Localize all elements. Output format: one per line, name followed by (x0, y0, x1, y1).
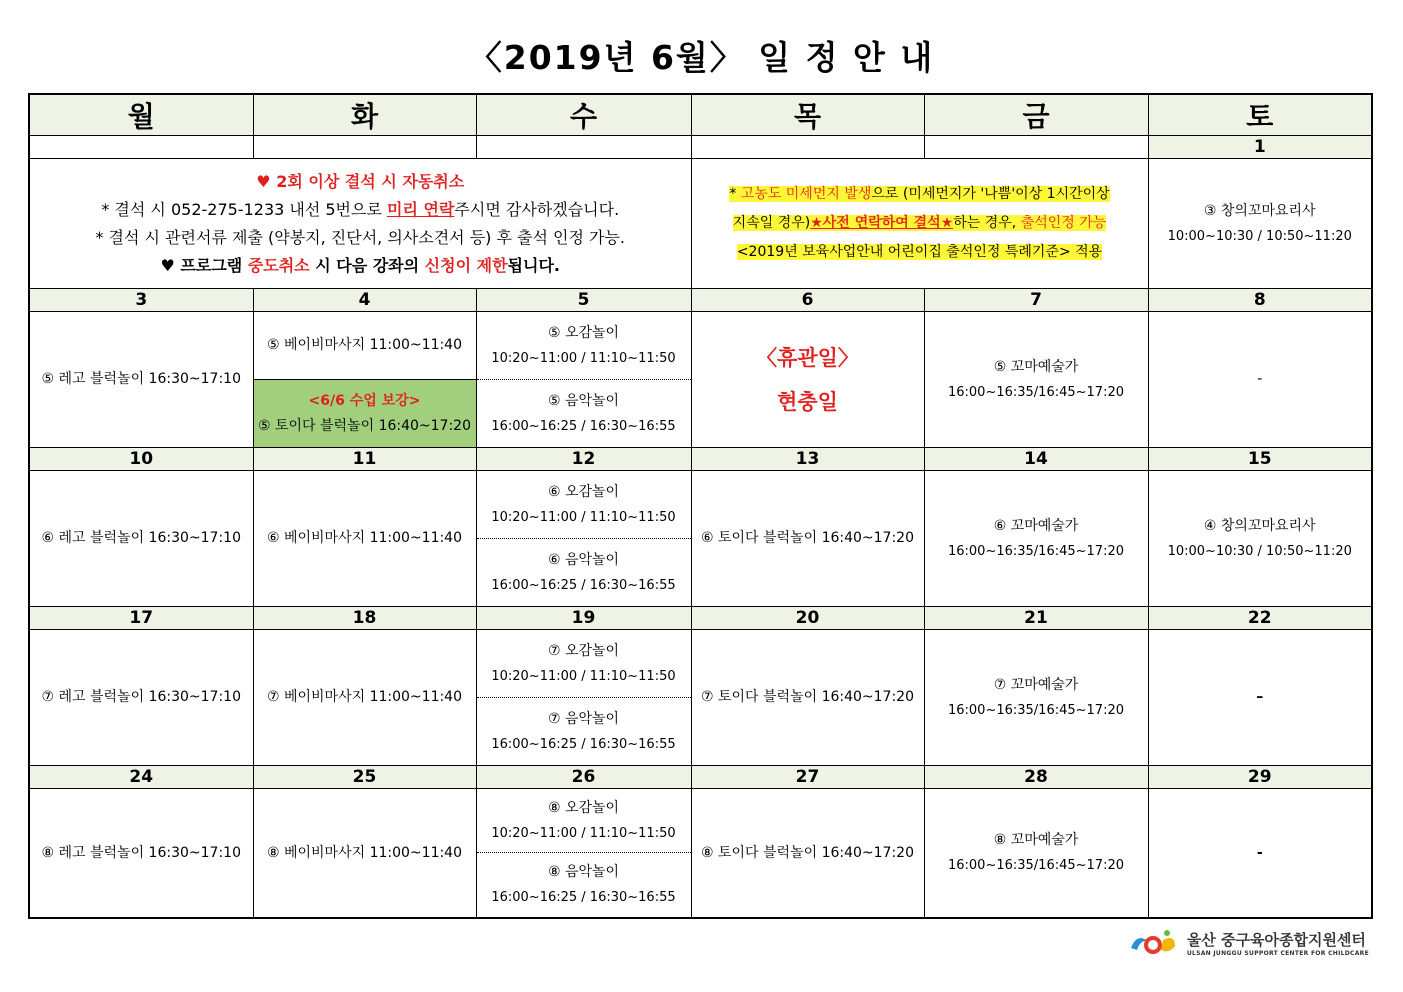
date-row: 10 11 12 13 14 15 (29, 448, 1372, 471)
schedule-cell: ⑦ 레고 블럭놀이 16:30~17:10 (29, 630, 253, 766)
org-logo (1127, 928, 1369, 958)
schedule-cell: ⑤ 베이비마사지 11:00~11:40 <6/6 수업 보강> ⑤ 토이다 블럭놀이 16:40~17:20 (253, 312, 476, 448)
weekday-fri: 금 (924, 94, 1148, 136)
page-title: 〈2019년 6월〉 일 정 안 내 (468, 38, 935, 77)
notice-line: * 고농도 미세먼지 발생으로 (미세먼지가 '나쁨'이상 1시간이상 (729, 186, 1110, 202)
schedule-cell: - (1148, 312, 1372, 448)
date-row (29, 136, 1372, 159)
schedule-cell: - (1148, 789, 1372, 919)
weekday-wed: 수 (476, 94, 691, 136)
schedule-cell: ③ 창의꼬마요리사 10:00~10:30 / 10:50~11:20 (1148, 159, 1372, 289)
schedule-cell: ⑦ 베이비마사지 11:00~11:40 (253, 630, 476, 766)
schedule-cell: ⑥ 레고 블럭놀이 16:30~17:10 (29, 471, 253, 607)
org-logo-icon (1127, 928, 1179, 958)
week-row (29, 312, 1372, 448)
week-row (29, 159, 1372, 289)
dust-notice (691, 159, 1148, 289)
notice-line: * 결석 시 052-275-1233 내선 5번으로 미리 연락주시면 감사하겠습니다. (101, 199, 620, 219)
notice-emphasis: 미리 연락 (387, 199, 455, 219)
date-row: 24 25 26 27 28 29 (29, 766, 1372, 789)
makeup-class: <6/6 수업 보강> ⑤ 토이다 블럭놀이 16:40~17:20 (254, 380, 476, 447)
date-row: 3 4 5 6 7 8 (29, 289, 1372, 312)
schedule-cell: ⑥ 베이비마사지 11:00~11:40 (253, 471, 476, 607)
date-cell: 1 (1148, 136, 1372, 159)
schedule-cell: ⑦ 꼬마예술가 16:00~16:35/16:45~17:20 (924, 630, 1148, 766)
schedule-cell: ⑧ 토이다 블럭놀이 16:40~17:20 (691, 789, 924, 919)
holiday-cell: 〈휴관일〉 현충일 (691, 312, 924, 448)
weekday-thu: 목 (691, 94, 924, 136)
week-row (29, 471, 1372, 607)
weekday-sat: 토 (1148, 94, 1372, 136)
notice-line: * 결석 시 관련서류 제출 (약봉지, 진단서, 의사소견서 등) 후 출석 인정 가능. (95, 227, 626, 247)
schedule-cell: ④ 창의꼬마요리사 10:00~10:30 / 10:50~11:20 (1148, 471, 1372, 607)
schedule-cell: ⑧ 베이비마사지 11:00~11:40 (253, 789, 476, 919)
schedule-cell: ⑤ 꼬마예술가 16:00~16:35/16:45~17:20 (924, 312, 1148, 448)
schedule-cell: ⑤ 오감놀이 10:20~11:00 / 11:10~11:50 ⑤ 음악놀이 16:00~16:25 / 16:30~16:55 (476, 312, 691, 448)
schedule-cell: ⑤ 레고 블럭놀이 16:30~17:10 (29, 312, 253, 448)
org-name: 울산 중구육아종합지원센터 (1186, 931, 1366, 949)
schedule-cell: ⑥ 오감놀이 10:20~11:00 / 11:10~11:50 ⑥ 음악놀이 16:00~16:25 / 16:30~16:55 (476, 471, 691, 607)
schedule-cell: ⑧ 오감놀이 10:20~11:00 / 11:10~11:50 ⑧ 음악놀이 16:00~16:25 / 16:30~16:55 (476, 789, 691, 919)
weekday-header-row (29, 94, 1372, 136)
org-subtitle: ULSAN JUNGGU SUPPORT CENTER FOR CHILDCARE (1186, 950, 1369, 957)
weekday-mon: 월 (29, 94, 253, 136)
notice-line: ♥ 프로그램 중도취소 시 다음 강좌의 신청이 제한됩니다. (160, 255, 560, 275)
weekday-tue: 화 (253, 94, 476, 136)
schedule-cell: ⑥ 꼬마예술가 16:00~16:35/16:45~17:20 (924, 471, 1148, 607)
week-row (29, 630, 1372, 766)
schedule-cell: ⑦ 오감놀이 10:20~11:00 / 11:10~11:50 ⑦ 음악놀이 16:00~16:25 / 16:30~16:55 (476, 630, 691, 766)
notice-line: ♥ 2회 이상 결석 시 자동취소 (256, 171, 465, 191)
calendar-table (28, 93, 1373, 919)
schedule-cell: – (1148, 630, 1372, 766)
schedule-cell: ⑦ 토이다 블럭놀이 16:40~17:20 (691, 630, 924, 766)
schedule-cell: ⑧ 레고 블럭놀이 16:30~17:10 (29, 789, 253, 919)
date-row: 17 18 19 20 21 22 (29, 607, 1372, 630)
notice-line: <2019년 보육사업안내 어린이집 출석인정 특례기준> 적용 (736, 244, 1103, 260)
schedule-cell: ⑧ 꼬마예술가 16:00~16:35/16:45~17:20 (924, 789, 1148, 919)
notice-line: 지속일 경우)★사전 연락하여 결석★하는 경우, 출석인정 가능 (732, 215, 1107, 231)
schedule-cell: ⑥ 토이다 블럭놀이 16:40~17:20 (691, 471, 924, 607)
week-row (29, 789, 1372, 919)
absence-notice (29, 159, 691, 289)
